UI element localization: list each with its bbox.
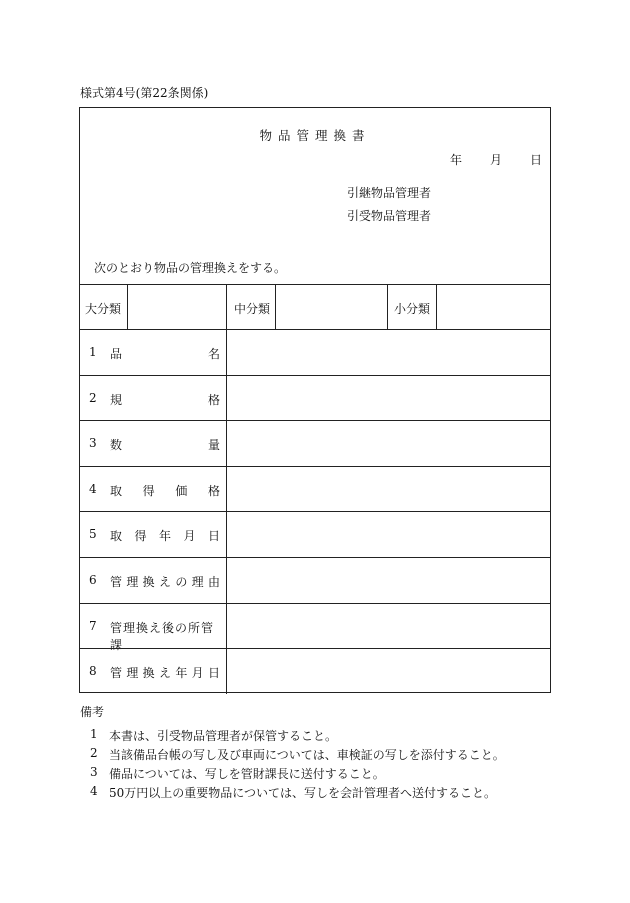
divider [127, 284, 128, 329]
row-value-cell[interactable] [227, 557, 550, 603]
note-item [90, 727, 337, 744]
row-value-cell[interactable] [227, 420, 550, 466]
row-value-cell[interactable] [227, 648, 550, 694]
note-text: 備品については、写しを管財課長に送付すること。 [109, 767, 385, 781]
row-label-char: 管 [110, 575, 123, 589]
note-number: 3 [90, 765, 98, 779]
row-label-char: 理 [126, 575, 139, 589]
row-label-char: 価 [175, 483, 188, 498]
row-label-char: 換 [142, 666, 155, 681]
row-label [110, 391, 220, 408]
note-number: 2 [90, 746, 98, 760]
row-value-cell[interactable] [227, 329, 550, 375]
row-label [110, 664, 220, 681]
divider [275, 284, 276, 329]
document-title: 物品管理換書 [259, 128, 371, 143]
row-label-char: 取 [110, 483, 123, 498]
row-label-char: 年 [175, 666, 188, 681]
row-number: 3 [89, 436, 97, 451]
from-manager-label: 引継物品管理者 [347, 186, 432, 200]
row-label-char: 理 [191, 575, 204, 589]
row-label-char: 得 [142, 483, 155, 498]
minor-class-label: 小分類 [394, 302, 431, 316]
row-label [110, 345, 220, 362]
note-item [90, 765, 385, 782]
note-text: 当該備品台帳の写し及び車両については、車検証の写しを添付すること。 [109, 748, 505, 762]
major-class-label: 大分類 [85, 302, 122, 316]
row-label-char: え [158, 575, 171, 589]
statement-text: 次のとおり物品の管理換えをする。 [94, 261, 287, 275]
divider [387, 284, 388, 329]
row-value-cell[interactable] [227, 603, 550, 649]
row-label-char: 日 [207, 666, 220, 681]
row-label-char: 格 [207, 483, 220, 498]
row-label-char: 月 [183, 529, 196, 544]
form-frame [79, 107, 551, 693]
row-label [110, 573, 220, 590]
row-label-char: え [158, 666, 171, 681]
date-day-label: 日 [529, 153, 542, 167]
row-value-cell[interactable] [227, 375, 550, 421]
row-label-char: 格 [207, 392, 220, 407]
row-label-char: 由 [207, 575, 220, 589]
note-number: 4 [90, 784, 98, 798]
row-value-cell[interactable] [227, 466, 550, 512]
row-number: 1 [89, 345, 97, 359]
divider [436, 284, 437, 329]
row-number: 2 [89, 390, 97, 405]
middle-class-label: 中分類 [234, 302, 271, 316]
row-label-char: 取 [110, 529, 123, 544]
notes-title: 備考 [80, 705, 105, 719]
row-label [110, 436, 220, 453]
row-label-char: 理 [126, 666, 139, 681]
note-item [90, 746, 505, 763]
row-label [110, 527, 220, 544]
note-number: 1 [90, 727, 98, 741]
date-month-label: 月 [489, 153, 502, 167]
note-text: 本書は、引受物品管理者が保管すること。 [109, 729, 338, 743]
row-number: 4 [89, 481, 97, 496]
handover-block [347, 182, 431, 228]
form-reference: 様式第4号(第22条関係) [80, 86, 209, 100]
row-label-char: 年 [158, 529, 171, 544]
row-label-char: 品 [110, 347, 123, 361]
date-year-label: 年 [449, 153, 462, 167]
note-text: 50万円以上の重要物品については、写しを会計管理者へ送付すること。 [109, 786, 497, 800]
row-label-char: 月 [191, 666, 204, 681]
row-number: 7 [89, 618, 97, 633]
date-line [450, 151, 542, 168]
row-label-char: 得 [134, 529, 147, 544]
row-label-char: 換 [142, 575, 155, 589]
row-number: 6 [89, 573, 97, 587]
row-label [110, 482, 220, 499]
row-label-char: 日 [207, 529, 220, 544]
row-label-char: の [175, 575, 188, 589]
row-label-char: 数 [110, 438, 123, 453]
row-label-char: 量 [207, 438, 220, 453]
row-label-char: 管 [110, 666, 123, 681]
divider [80, 284, 550, 285]
row-label-char: 名 [207, 347, 220, 361]
note-item [90, 784, 496, 801]
row-number: 5 [89, 527, 97, 542]
row-label-char: 規 [110, 392, 123, 407]
to-manager-label: 引受物品管理者 [347, 209, 432, 223]
row-label: 管理換え後の所管課 [110, 620, 215, 652]
row-value-cell[interactable] [227, 511, 550, 557]
row-number: 8 [89, 664, 97, 679]
